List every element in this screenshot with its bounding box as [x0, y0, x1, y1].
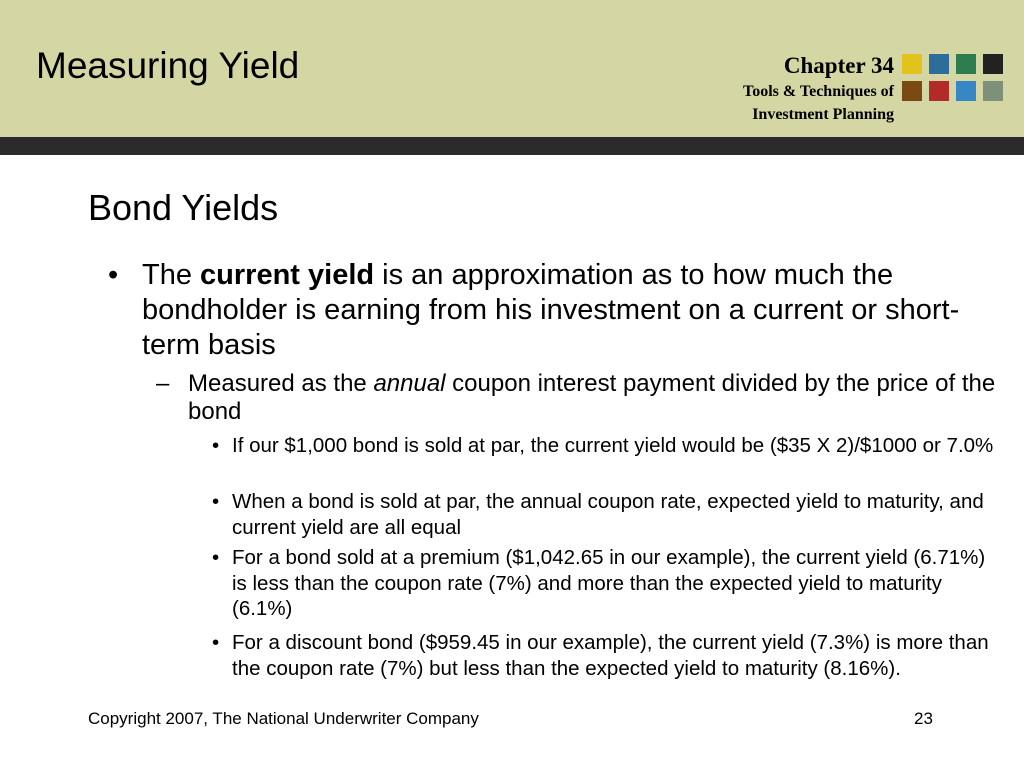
decorative-squares: [902, 54, 1006, 104]
sub-bullet-prefix: Measured as the: [188, 370, 374, 397]
bullet-bold-term: current yield: [200, 259, 375, 291]
header-divider-bar: [0, 137, 1024, 155]
bullet-marker: •: [212, 434, 220, 457]
detail-bullet: If our $1,000 bond is sold at par, the current yield would be ($35 X 2)/$1000 or 7.0%: [232, 434, 994, 457]
color-square: [956, 54, 976, 74]
bullet-prefix: The: [142, 259, 201, 291]
bullet-rest: is an approximation as to how much the bondholder is earning from his investment on a current or short-term basis: [142, 259, 960, 361]
sub-bullet-measured: [188, 370, 1004, 426]
color-square: [929, 81, 949, 101]
chapter-block: [743, 52, 894, 126]
sub-bullet-rest: coupon interest payment divided by the price of the bond: [188, 370, 996, 425]
color-square: [956, 81, 976, 101]
section-title: Bond Yields: [88, 187, 279, 228]
color-square: [902, 54, 922, 74]
bullet-marker: •: [108, 259, 119, 291]
book-subtitle-line1: Tools & Techniques of: [742, 83, 894, 100]
dash-marker: –: [156, 370, 170, 397]
color-square: [902, 81, 922, 101]
book-subtitle-line2: Investment Planning: [752, 106, 894, 123]
bullet-marker: •: [212, 631, 220, 654]
color-square: [983, 54, 1003, 74]
sub-bullet-italic: annual: [373, 370, 446, 397]
color-square: [983, 81, 1003, 101]
color-square: [929, 54, 949, 74]
bullet-marker: •: [212, 490, 220, 513]
chapter-label: Chapter 34: [783, 53, 894, 78]
detail-bullet: When a bond is sold at par, the annual coupon rate, expected yield to maturity, and current yield are all equal: [232, 490, 984, 539]
bullet-marker: •: [212, 546, 220, 569]
detail-bullet: For a bond sold at a premium ($1,042.65 in our example), the current yield (6.71%) is less than the coupon rate (7%) and more than the expected yield to maturity (6.1%): [232, 546, 986, 620]
bullet-current-yield: [142, 258, 982, 363]
detail-bullet: For a discount bond ($959.45 in our example), the current yield (7.3%) is more than the coupon rate (7%) but less than the expected yield to maturity (8.16%).: [232, 631, 989, 680]
slide-number: 23: [914, 709, 933, 728]
slide-title: Measuring Yield: [36, 45, 300, 86]
footer-copyright: Copyright 2007, The National Underwriter Company: [88, 709, 479, 728]
